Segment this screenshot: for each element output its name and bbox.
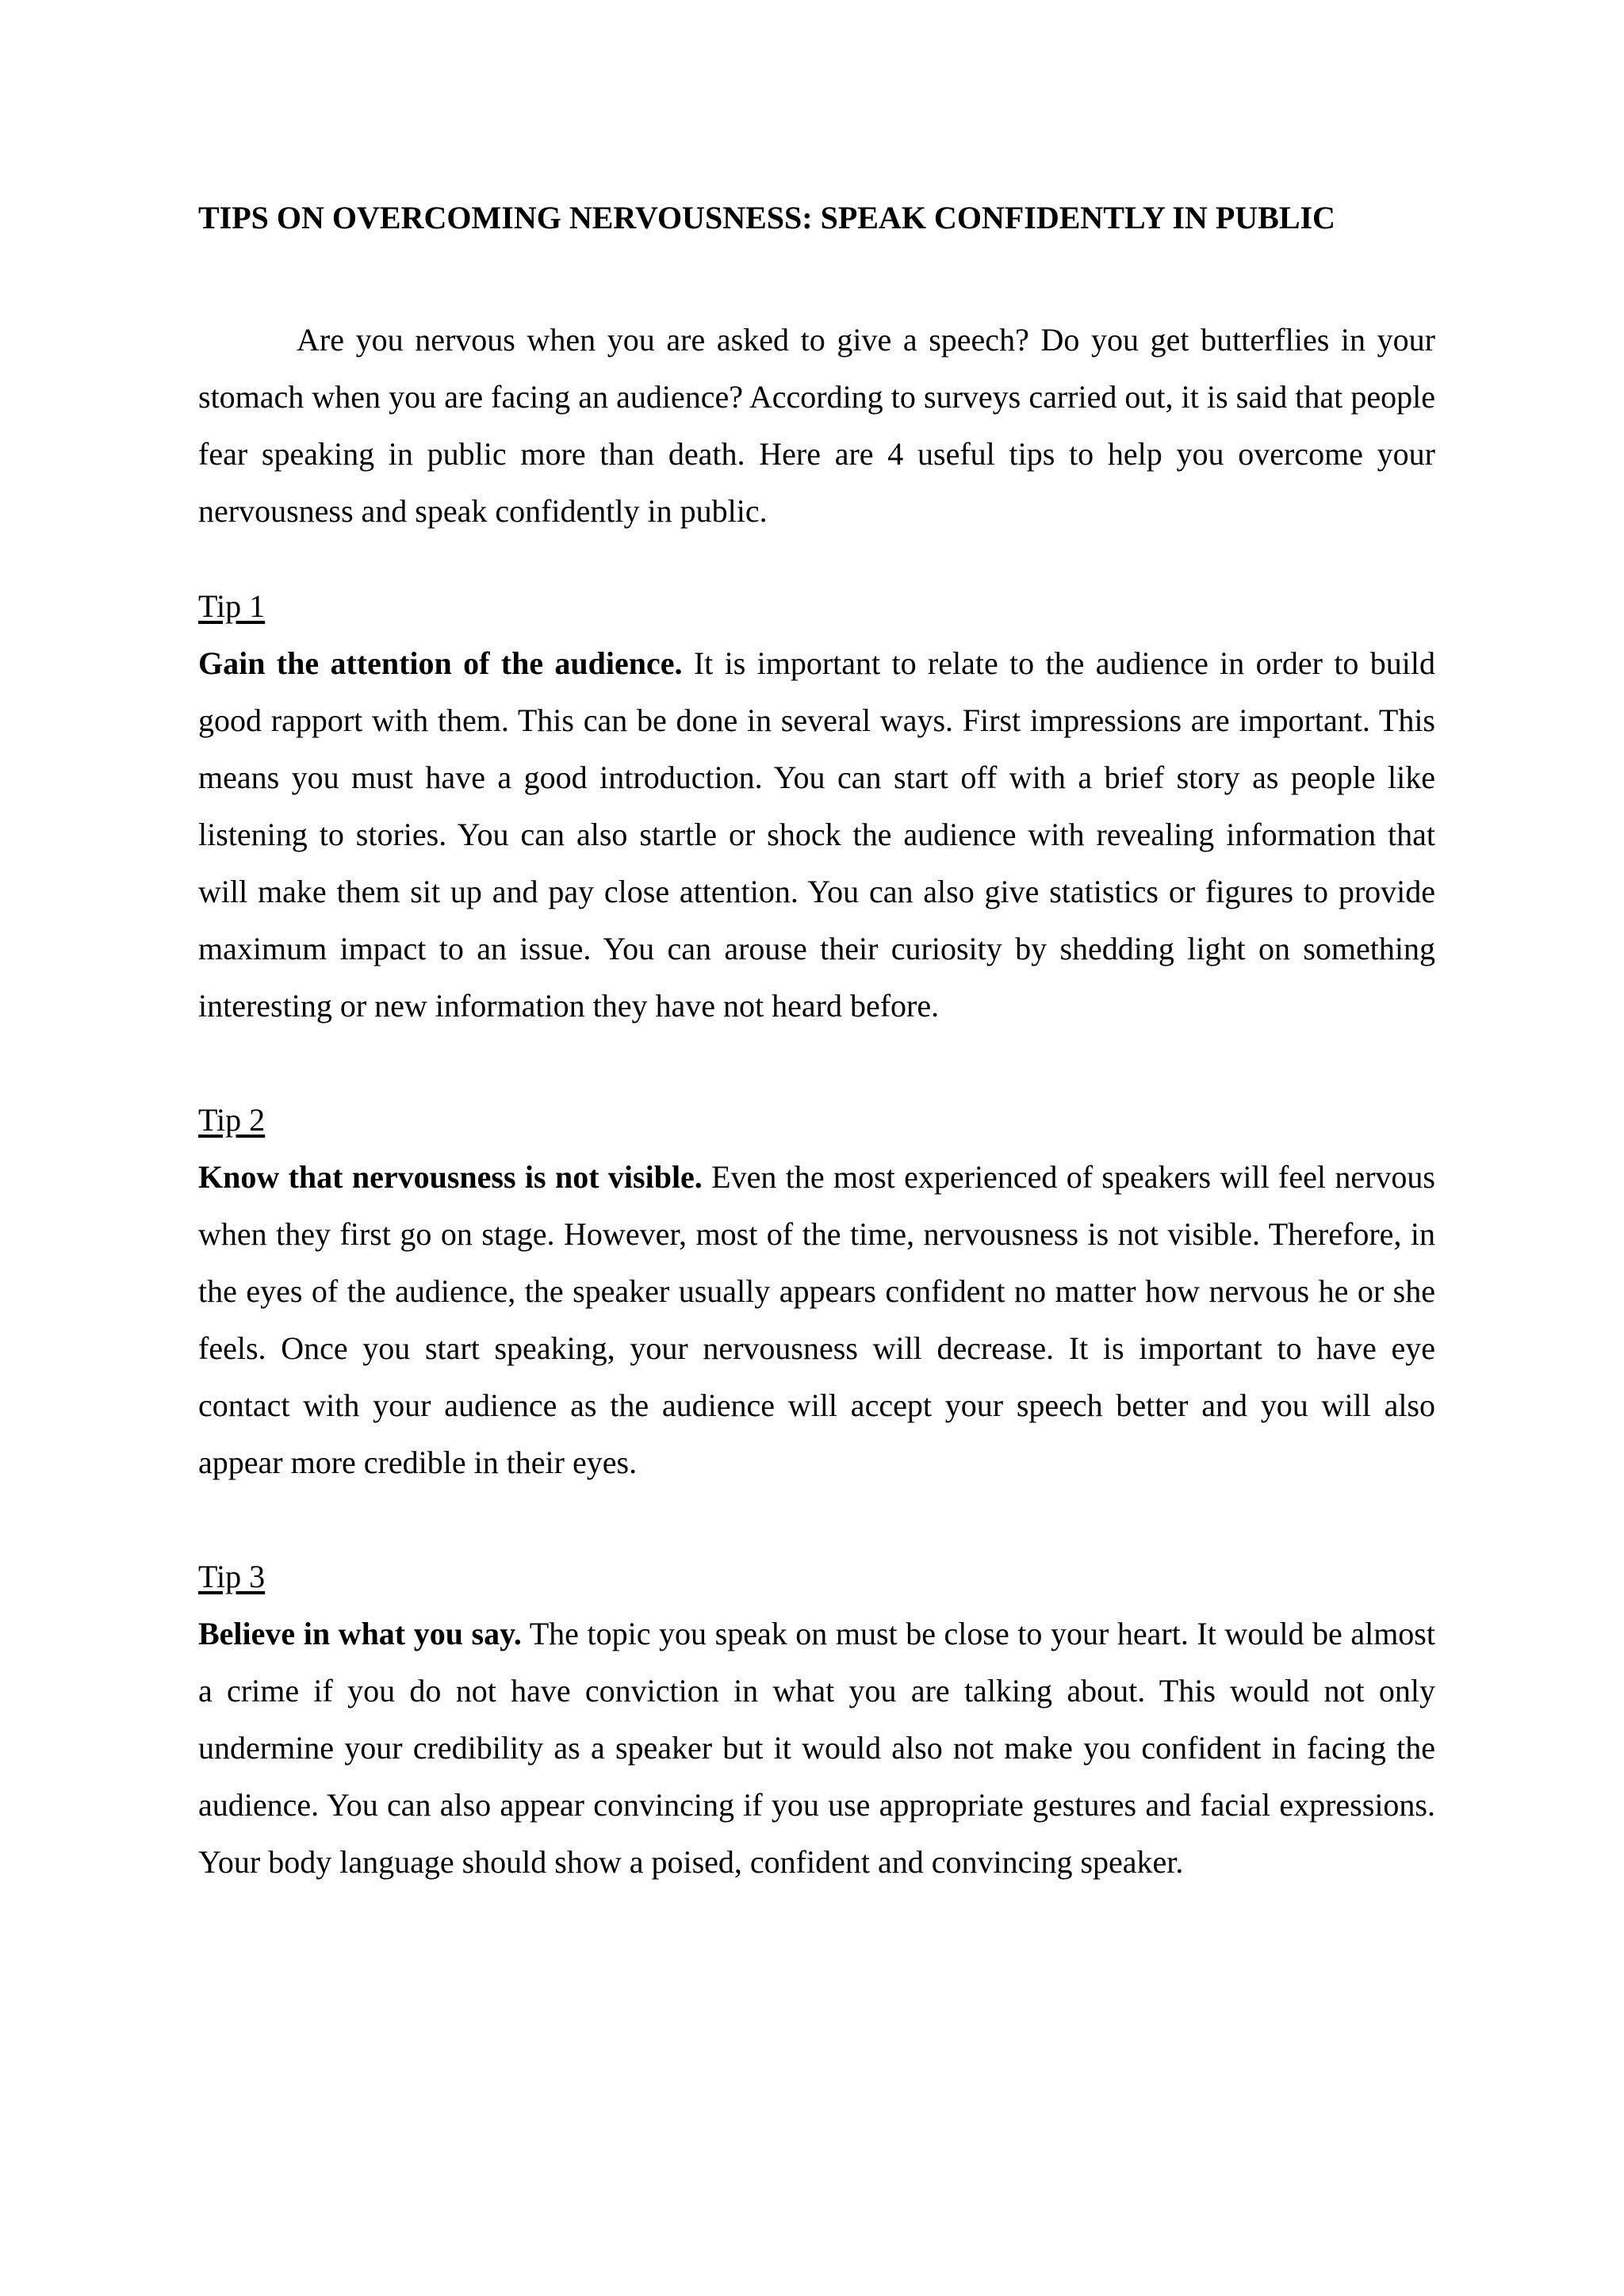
tip-lead: Know that nervousness is not visible.: [198, 1159, 703, 1195]
tip-text: The topic you speak on must be close to your heart. It would be almost a crime if you do not have conviction in what you are talking about. This would not only undermine your credibility as a speaker but it would also not make you confident in facing the audience. You can also appear convincing if you use appropriate gestures and facial expressions. Your body language should show a poised, confident and convincing speaker.: [198, 1616, 1435, 1880]
tip-paragraph: [198, 1605, 1435, 1891]
tip-section-1: [198, 578, 1435, 1035]
tip-text: It is important to relate to the audience in order to build good rapport with them. This can be done in several ways. First impressions are important. This means you must have a good introduction. You can start off with a brief story as people like listening to stories. You can also startle or shock the audience with revealing information that will make them sit up and pay close attention. You can also give statistics or figures to provide maximum impact to an issue. You can arouse their curiosity by shedding light on something interesting or new information they have not heard before.: [198, 645, 1435, 1024]
tip-heading: Tip 3: [198, 1559, 266, 1594]
tip-heading: Tip 1: [198, 588, 266, 624]
tip-section-3: [198, 1548, 1435, 1891]
tip-text: Even the most experienced of speakers will feel nervous when they first go on stage. However, most of the time, nervousness is not visible. Therefore, in the eyes of the audience, the speaker usually appears confident no matter how nervous he or she feels. Once you start speaking, your nervousness will decrease. It is important to have eye contact with your audience as the audience will accept your speech better and you will also appear more credible in their eyes.: [198, 1159, 1435, 1480]
tip-section-2: [198, 1092, 1435, 1491]
tip-lead: Gain the attention of the audience.: [198, 645, 683, 681]
document-title: TIPS ON OVERCOMING NERVOUSNESS: SPEAK CONFIDENTLY IN PUBLIC: [198, 200, 1335, 235]
tip-heading: Tip 2: [198, 1102, 266, 1138]
tip-paragraph: [198, 1149, 1435, 1491]
document-page: [198, 194, 1435, 1891]
intro-paragraph: Are you nervous when you are asked to give a speech? Do you get butterflies in your stomach when you are facing an audience? According to surveys carried out, it is said that people fear speaking in public more than death. Here are 4 useful tips to help you overcome your nervousness and speak confidently in public.: [198, 322, 1435, 529]
tip-paragraph: [198, 635, 1435, 1035]
tip-lead: Believe in what you say.: [198, 1616, 522, 1651]
